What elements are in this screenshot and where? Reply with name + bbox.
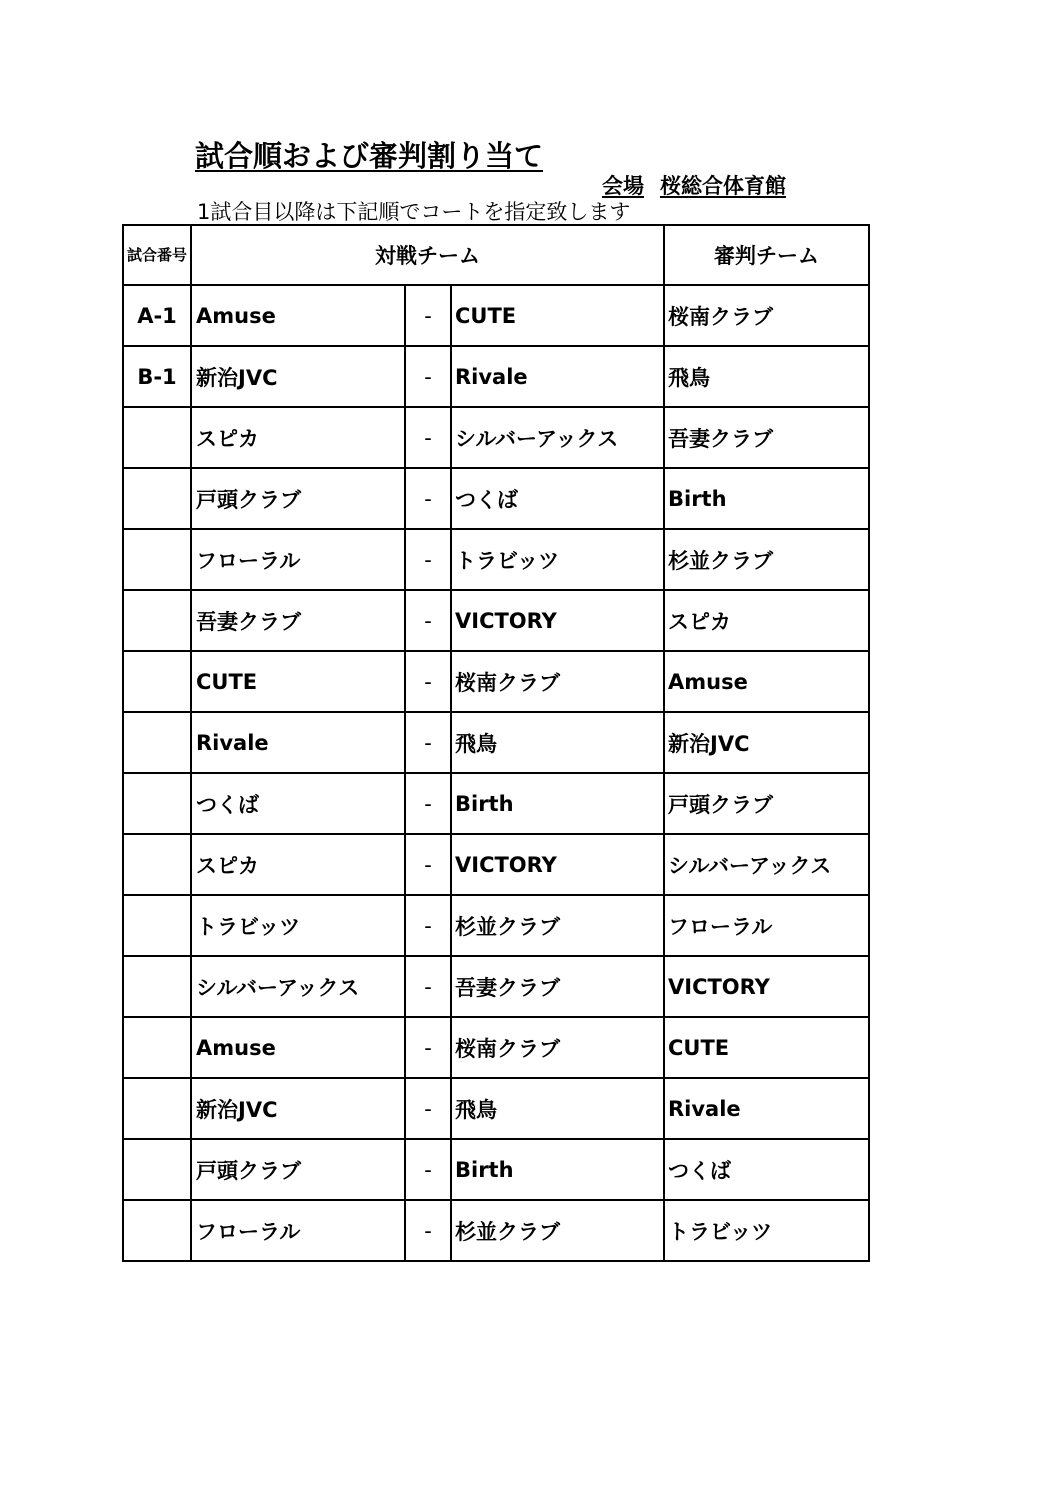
away-team-cell: Birth bbox=[451, 1139, 664, 1200]
home-team-cell: 新治JVC bbox=[191, 346, 405, 407]
match-no-cell: A-1 bbox=[123, 285, 191, 346]
versus-separator: - bbox=[405, 529, 451, 590]
referee-team-cell: つくば bbox=[664, 1139, 869, 1200]
away-team-cell: つくば bbox=[451, 468, 664, 529]
referee-team-cell: CUTE bbox=[664, 1017, 869, 1078]
away-team-cell: 杉並クラブ bbox=[451, 895, 664, 956]
table-row bbox=[123, 956, 869, 1017]
away-team-cell: VICTORY bbox=[451, 590, 664, 651]
versus-separator: - bbox=[405, 468, 451, 529]
venue-label: 会場 bbox=[602, 174, 644, 198]
table-row bbox=[123, 834, 869, 895]
away-team-cell: 杉並クラブ bbox=[451, 1200, 664, 1261]
match-no-cell: B-1 bbox=[123, 346, 191, 407]
home-team-cell: 吾妻クラブ bbox=[191, 590, 405, 651]
referee-team-cell: 桜南クラブ bbox=[664, 285, 869, 346]
table-row bbox=[123, 1200, 869, 1261]
versus-separator: - bbox=[405, 712, 451, 773]
home-team-cell: スピカ bbox=[191, 407, 405, 468]
table-header-row bbox=[123, 225, 869, 285]
home-team-cell: Amuse bbox=[191, 285, 405, 346]
match-no-cell bbox=[123, 834, 191, 895]
referee-team-cell: トラビッツ bbox=[664, 1200, 869, 1261]
referee-team-cell: フローラル bbox=[664, 895, 869, 956]
referee-team-cell: VICTORY bbox=[664, 956, 869, 1017]
referee-team-cell: Amuse bbox=[664, 651, 869, 712]
table-row bbox=[123, 895, 869, 956]
table-row bbox=[123, 529, 869, 590]
home-team-cell: 新治JVC bbox=[191, 1078, 405, 1139]
match-schedule-table bbox=[122, 224, 870, 1262]
match-no-cell bbox=[123, 956, 191, 1017]
table-row bbox=[123, 285, 869, 346]
match-no-cell bbox=[123, 651, 191, 712]
away-team-cell: 桜南クラブ bbox=[451, 651, 664, 712]
table-body bbox=[123, 285, 869, 1261]
table-row bbox=[123, 1017, 869, 1078]
referee-team-cell: 新治JVC bbox=[664, 712, 869, 773]
table-row bbox=[123, 407, 869, 468]
versus-separator: - bbox=[405, 773, 451, 834]
versus-separator: - bbox=[405, 346, 451, 407]
away-team-cell: トラビッツ bbox=[451, 529, 664, 590]
match-no-cell bbox=[123, 590, 191, 651]
referee-team-cell: 戸頭クラブ bbox=[664, 773, 869, 834]
referee-team-cell: スピカ bbox=[664, 590, 869, 651]
match-no-cell bbox=[123, 895, 191, 956]
home-team-cell: CUTE bbox=[191, 651, 405, 712]
home-team-cell: トラビッツ bbox=[191, 895, 405, 956]
table-row bbox=[123, 773, 869, 834]
match-no-cell bbox=[123, 1017, 191, 1078]
away-team-cell: CUTE bbox=[451, 285, 664, 346]
home-team-cell: つくば bbox=[191, 773, 405, 834]
away-team-cell: Rivale bbox=[451, 346, 664, 407]
table-row bbox=[123, 712, 869, 773]
versus-separator: - bbox=[405, 285, 451, 346]
match-no-cell bbox=[123, 468, 191, 529]
versus-separator: - bbox=[405, 1078, 451, 1139]
versus-separator: - bbox=[405, 834, 451, 895]
home-team-cell: 戸頭クラブ bbox=[191, 468, 405, 529]
match-no-cell bbox=[123, 712, 191, 773]
versus-separator: - bbox=[405, 1200, 451, 1261]
versus-separator: - bbox=[405, 895, 451, 956]
versus-separator: - bbox=[405, 590, 451, 651]
table-row bbox=[123, 590, 869, 651]
venue-name: 桜総合体育館 bbox=[660, 174, 786, 198]
referee-team-cell: Rivale bbox=[664, 1078, 869, 1139]
home-team-cell: スピカ bbox=[191, 834, 405, 895]
header-teams: 対戦チーム bbox=[191, 225, 664, 285]
match-no-cell bbox=[123, 773, 191, 834]
page-title: 試合順および審判割り当て bbox=[195, 139, 544, 173]
away-team-cell: VICTORY bbox=[451, 834, 664, 895]
away-team-cell: シルバーアックス bbox=[451, 407, 664, 468]
away-team-cell: Birth bbox=[451, 773, 664, 834]
versus-separator: - bbox=[405, 956, 451, 1017]
away-team-cell: 吾妻クラブ bbox=[451, 956, 664, 1017]
home-team-cell: フローラル bbox=[191, 1200, 405, 1261]
header-referee: 審判チーム bbox=[664, 225, 869, 285]
table-row bbox=[123, 1139, 869, 1200]
table-row bbox=[123, 651, 869, 712]
header-match-no: 試合番号 bbox=[123, 225, 191, 285]
referee-team-cell: シルバーアックス bbox=[664, 834, 869, 895]
match-no-cell bbox=[123, 1078, 191, 1139]
referee-team-cell: Birth bbox=[664, 468, 869, 529]
versus-separator: - bbox=[405, 1017, 451, 1078]
versus-separator: - bbox=[405, 407, 451, 468]
home-team-cell: Amuse bbox=[191, 1017, 405, 1078]
away-team-cell: 桜南クラブ bbox=[451, 1017, 664, 1078]
versus-separator: - bbox=[405, 1139, 451, 1200]
table-row bbox=[123, 346, 869, 407]
home-team-cell: シルバーアックス bbox=[191, 956, 405, 1017]
home-team-cell: 戸頭クラブ bbox=[191, 1139, 405, 1200]
match-no-cell bbox=[123, 1139, 191, 1200]
versus-separator: - bbox=[405, 651, 451, 712]
match-no-cell bbox=[123, 1200, 191, 1261]
away-team-cell: 飛鳥 bbox=[451, 1078, 664, 1139]
court-note: 1試合目以降は下記順でコートを指定致します bbox=[197, 200, 631, 224]
home-team-cell: Rivale bbox=[191, 712, 405, 773]
match-no-cell bbox=[123, 529, 191, 590]
table-row bbox=[123, 468, 869, 529]
referee-team-cell: 飛鳥 bbox=[664, 346, 869, 407]
table-row bbox=[123, 1078, 869, 1139]
away-team-cell: 飛鳥 bbox=[451, 712, 664, 773]
referee-team-cell: 杉並クラブ bbox=[664, 529, 869, 590]
referee-team-cell: 吾妻クラブ bbox=[664, 407, 869, 468]
match-no-cell bbox=[123, 407, 191, 468]
home-team-cell: フローラル bbox=[191, 529, 405, 590]
